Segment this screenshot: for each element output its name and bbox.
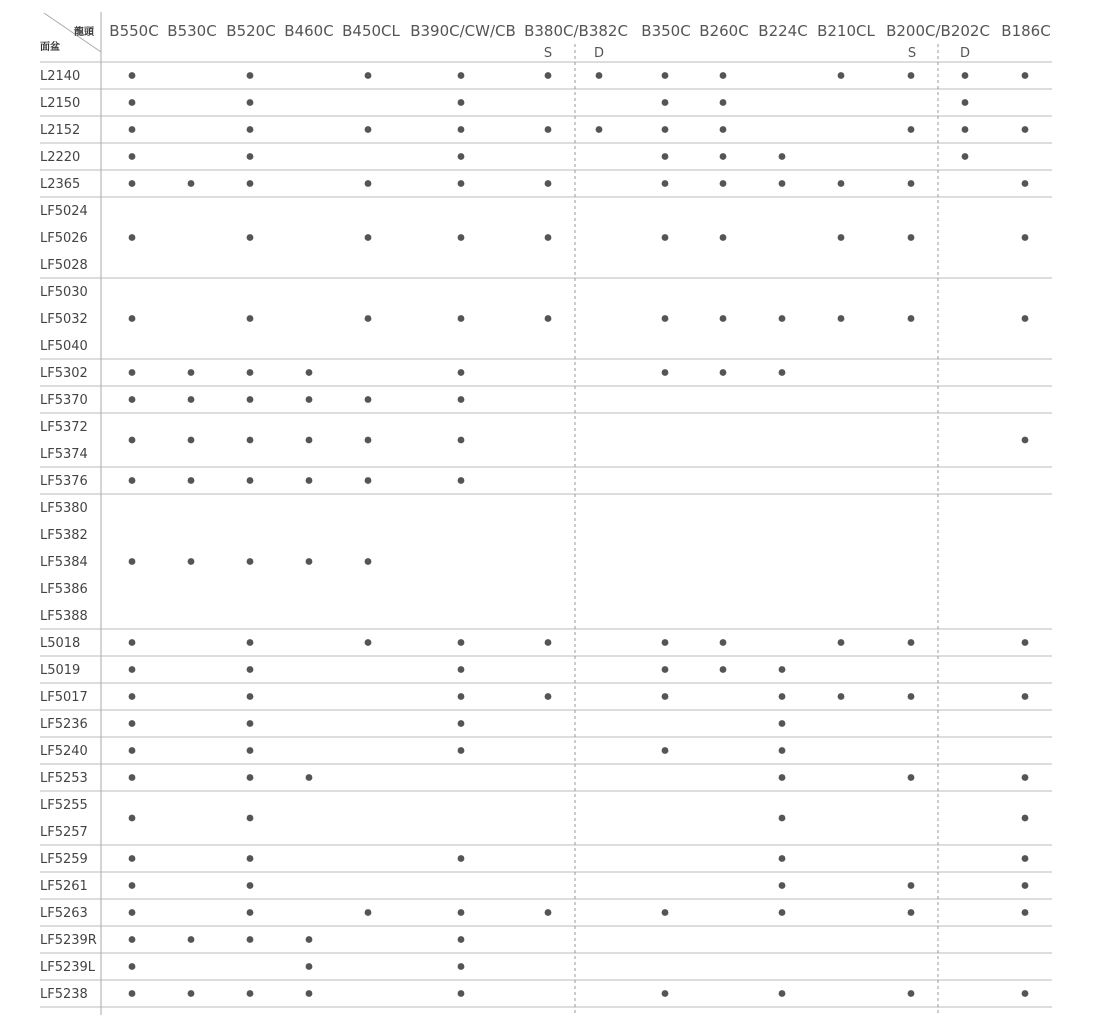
compat-dot [247, 558, 254, 565]
row-label-lf5261: LF5261 [40, 879, 88, 894]
column-header-b450cl: B450CL [342, 22, 400, 40]
row-label-lf5236: LF5236 [40, 717, 88, 732]
row-label-l2152: L2152 [40, 123, 81, 138]
compat-dot [129, 936, 136, 943]
compat-dot [247, 855, 254, 862]
compat-dot [365, 558, 372, 565]
compat-dot [129, 315, 136, 322]
compat-dot [129, 369, 136, 376]
compat-dot [458, 477, 465, 484]
compat-dot [1022, 882, 1029, 889]
compat-dot [306, 936, 313, 943]
compat-dot [908, 774, 915, 781]
compat-dot [458, 936, 465, 943]
compat-dot [247, 882, 254, 889]
column-sub-label-d: D [593, 46, 605, 61]
compat-dot [779, 882, 786, 889]
compat-dot [1022, 774, 1029, 781]
compat-dot [458, 153, 465, 160]
row-label-lf5024: LF5024 [40, 204, 88, 219]
compat-dot [720, 639, 727, 646]
column-header-b186c: B186C [1001, 22, 1051, 40]
compat-dot [306, 437, 313, 444]
compat-dot [545, 234, 552, 241]
compat-dot [1022, 639, 1029, 646]
compat-dot [1022, 990, 1029, 997]
compat-dot [545, 909, 552, 916]
compat-dot [247, 693, 254, 700]
row-label-lf5370: LF5370 [40, 393, 88, 408]
compat-dot [779, 180, 786, 187]
compat-dot [129, 639, 136, 646]
compat-dot [247, 477, 254, 484]
compat-dot [838, 234, 845, 241]
row-label-lf5376: LF5376 [40, 474, 88, 489]
compat-dot [365, 234, 372, 241]
row-label-lf5030: LF5030 [40, 285, 88, 300]
compat-dot [1022, 437, 1029, 444]
compat-dot [129, 720, 136, 727]
compat-dot [720, 315, 727, 322]
compat-dot [838, 72, 845, 79]
row-label-lf5239r: LF5239R [40, 933, 97, 948]
compat-dot [779, 720, 786, 727]
column-header-b260c: B260C [699, 22, 749, 40]
row-label-l5018: L5018 [40, 636, 81, 651]
row-label-lf5017: LF5017 [40, 690, 88, 705]
compat-dot [129, 180, 136, 187]
compat-dot [662, 234, 669, 241]
compat-dot [458, 126, 465, 133]
compat-dot [458, 855, 465, 862]
compat-dot [458, 666, 465, 673]
compat-dot [458, 990, 465, 997]
compat-dot [129, 72, 136, 79]
compat-dot [247, 315, 254, 322]
compat-dot [188, 558, 195, 565]
column-header-b210cl: B210CL [817, 22, 875, 40]
compat-dot [458, 747, 465, 754]
compat-dot [458, 909, 465, 916]
compat-dot [247, 936, 254, 943]
compat-dot [908, 909, 915, 916]
row-label-lf5302: LF5302 [40, 366, 88, 381]
compat-dot [662, 369, 669, 376]
compat-dot [129, 666, 136, 673]
compat-dot [247, 437, 254, 444]
compat-dot [908, 639, 915, 646]
compat-dot [779, 315, 786, 322]
compat-dot [1022, 234, 1029, 241]
compat-dot [545, 639, 552, 646]
compat-dot [365, 437, 372, 444]
row-label-lf5255: LF5255 [40, 798, 88, 813]
row-label-lf5028: LF5028 [40, 258, 88, 273]
compat-dot [545, 72, 552, 79]
column-header-b520c: B520C [226, 22, 276, 40]
row-label-lf5382: LF5382 [40, 528, 88, 543]
compat-dot [129, 963, 136, 970]
compat-dot [306, 558, 313, 565]
compat-dot [458, 315, 465, 322]
row-label-lf5374: LF5374 [40, 447, 88, 462]
compat-dot [720, 153, 727, 160]
compat-dot [129, 153, 136, 160]
compat-dot [662, 693, 669, 700]
compat-dot [720, 99, 727, 106]
compat-dot [365, 909, 372, 916]
compat-dot [247, 639, 254, 646]
compat-dot [365, 477, 372, 484]
compat-dot [779, 153, 786, 160]
compat-dot [908, 990, 915, 997]
compat-dot [247, 369, 254, 376]
compat-dot [188, 437, 195, 444]
compat-dot [545, 315, 552, 322]
compat-dot [720, 666, 727, 673]
row-label-lf5253: LF5253 [40, 771, 88, 786]
row-label-l2150: L2150 [40, 96, 81, 111]
compat-dot [247, 666, 254, 673]
row-label-lf5032: LF5032 [40, 312, 88, 327]
compat-dot [1022, 126, 1029, 133]
compat-dot [306, 963, 313, 970]
compat-dot [188, 990, 195, 997]
column-header-b550c: B550C [109, 22, 159, 40]
compat-dot [458, 693, 465, 700]
compat-dot [779, 747, 786, 754]
compat-dot [779, 666, 786, 673]
compat-dot [129, 99, 136, 106]
column-sub-label-s: S [907, 46, 917, 61]
compat-dot [662, 180, 669, 187]
compat-dot [188, 180, 195, 187]
compat-dot [662, 126, 669, 133]
row-label-lf5380: LF5380 [40, 501, 88, 516]
compat-dot [129, 774, 136, 781]
compat-dot [129, 234, 136, 241]
compat-dot [596, 72, 603, 79]
compat-dot [247, 234, 254, 241]
compat-dot [247, 99, 254, 106]
column-sub-label-s: S [543, 46, 553, 61]
row-label-lf5263: LF5263 [40, 906, 88, 921]
compat-dot [662, 666, 669, 673]
column-header-b350c: B350C [641, 22, 691, 40]
compat-dot [458, 234, 465, 241]
compat-dot [1022, 72, 1029, 79]
compat-dot [1022, 180, 1029, 187]
row-label-lf5386: LF5386 [40, 582, 88, 597]
compat-dot [720, 180, 727, 187]
compat-dot [129, 855, 136, 862]
compat-dot [188, 396, 195, 403]
compat-dot [365, 126, 372, 133]
compat-dot [247, 180, 254, 187]
compat-dot [1022, 909, 1029, 916]
compat-dot [908, 72, 915, 79]
compat-dot [247, 747, 254, 754]
compat-dot [662, 990, 669, 997]
row-label-l2140: L2140 [40, 69, 81, 84]
row-label-lf5388: LF5388 [40, 609, 88, 624]
compat-dot [662, 315, 669, 322]
compat-dot [779, 774, 786, 781]
compat-dot [545, 126, 552, 133]
compat-dot [188, 477, 195, 484]
compat-dot [962, 153, 969, 160]
compat-dot [596, 126, 603, 133]
compat-dot [129, 909, 136, 916]
compat-dot [247, 153, 254, 160]
corner-label-basin: 面盆 [40, 42, 60, 53]
compat-dot [838, 315, 845, 322]
compat-dot [662, 747, 669, 754]
compat-dot [779, 855, 786, 862]
compat-dot [545, 693, 552, 700]
row-label-lf5040: LF5040 [40, 339, 88, 354]
compat-dot [129, 558, 136, 565]
column-header-b380c-b382c: B380C/B382C [524, 22, 628, 40]
compat-dot [908, 882, 915, 889]
row-label-lf5239l: LF5239L [40, 960, 96, 975]
compat-dot [129, 990, 136, 997]
compat-dot [306, 477, 313, 484]
row-label-l2365: L2365 [40, 177, 81, 192]
compat-dot [838, 180, 845, 187]
compat-dot [1022, 815, 1029, 822]
compat-dot [365, 396, 372, 403]
compat-dot [365, 315, 372, 322]
compat-dot [188, 936, 195, 943]
column-header-b460c: B460C [284, 22, 334, 40]
compat-dot [129, 477, 136, 484]
compat-dot [129, 693, 136, 700]
row-label-lf5372: LF5372 [40, 420, 88, 435]
row-label-lf5240: LF5240 [40, 744, 88, 759]
compat-dot [962, 72, 969, 79]
row-label-lf5384: LF5384 [40, 555, 88, 570]
corner-label-faucet: 龍頭 [74, 27, 94, 38]
compat-dot [1022, 693, 1029, 700]
compat-dot [247, 396, 254, 403]
column-header-b390c-cw-cb: B390C/CW/CB [410, 22, 516, 40]
compat-dot [458, 99, 465, 106]
row-label-lf5259: LF5259 [40, 852, 88, 867]
compat-dot [306, 369, 313, 376]
column-header-b200c-b202c: B200C/B202C [886, 22, 990, 40]
compat-dot [129, 126, 136, 133]
compat-dot [779, 815, 786, 822]
row-label-lf5257: LF5257 [40, 825, 88, 840]
column-header-b224c: B224C [758, 22, 808, 40]
compat-dot [720, 369, 727, 376]
compat-dot [365, 180, 372, 187]
compat-dot [779, 369, 786, 376]
compat-dot [247, 720, 254, 727]
compat-dot [962, 126, 969, 133]
row-label-l2220: L2220 [40, 150, 81, 165]
compat-dot [458, 396, 465, 403]
compat-dot [962, 99, 969, 106]
compat-dot [662, 639, 669, 646]
compat-dot [662, 909, 669, 916]
compat-dot [908, 693, 915, 700]
compat-dot [458, 180, 465, 187]
compat-dot [838, 639, 845, 646]
compat-dot [247, 815, 254, 822]
compat-dot [247, 909, 254, 916]
compat-dot [458, 72, 465, 79]
compat-dot [129, 747, 136, 754]
compat-dot [779, 693, 786, 700]
compat-dot [247, 126, 254, 133]
column-sub-label-d: D [959, 46, 971, 61]
compat-dot [188, 369, 195, 376]
compat-dot [838, 693, 845, 700]
compat-dot [306, 396, 313, 403]
row-label-lf5026: LF5026 [40, 231, 88, 246]
column-header-b530c: B530C [167, 22, 217, 40]
compat-dot [247, 990, 254, 997]
compat-dot [247, 774, 254, 781]
compat-dot [129, 396, 136, 403]
compat-dot [779, 909, 786, 916]
compat-dot [720, 126, 727, 133]
compat-dot [662, 153, 669, 160]
compat-dot [662, 72, 669, 79]
compat-dot [458, 369, 465, 376]
compat-dot [365, 72, 372, 79]
compat-dot [458, 639, 465, 646]
compat-dot [306, 990, 313, 997]
compat-dot [1022, 315, 1029, 322]
compat-dot [545, 180, 552, 187]
compat-dot [662, 99, 669, 106]
compat-dot [365, 639, 372, 646]
compat-dot [247, 72, 254, 79]
compat-dot [908, 234, 915, 241]
compat-dot [908, 315, 915, 322]
row-label-l5019: L5019 [40, 663, 81, 678]
compat-dot [720, 234, 727, 241]
compat-dot [908, 126, 915, 133]
compat-dot [779, 990, 786, 997]
compat-dot [458, 720, 465, 727]
compat-dot [1022, 855, 1029, 862]
compat-dot [129, 882, 136, 889]
compat-dot [908, 180, 915, 187]
compat-dot [720, 72, 727, 79]
compat-dot [306, 774, 313, 781]
compat-dot [129, 437, 136, 444]
compat-dot [458, 963, 465, 970]
compat-dot [458, 437, 465, 444]
compat-dot [129, 815, 136, 822]
row-label-lf5238: LF5238 [40, 987, 88, 1002]
